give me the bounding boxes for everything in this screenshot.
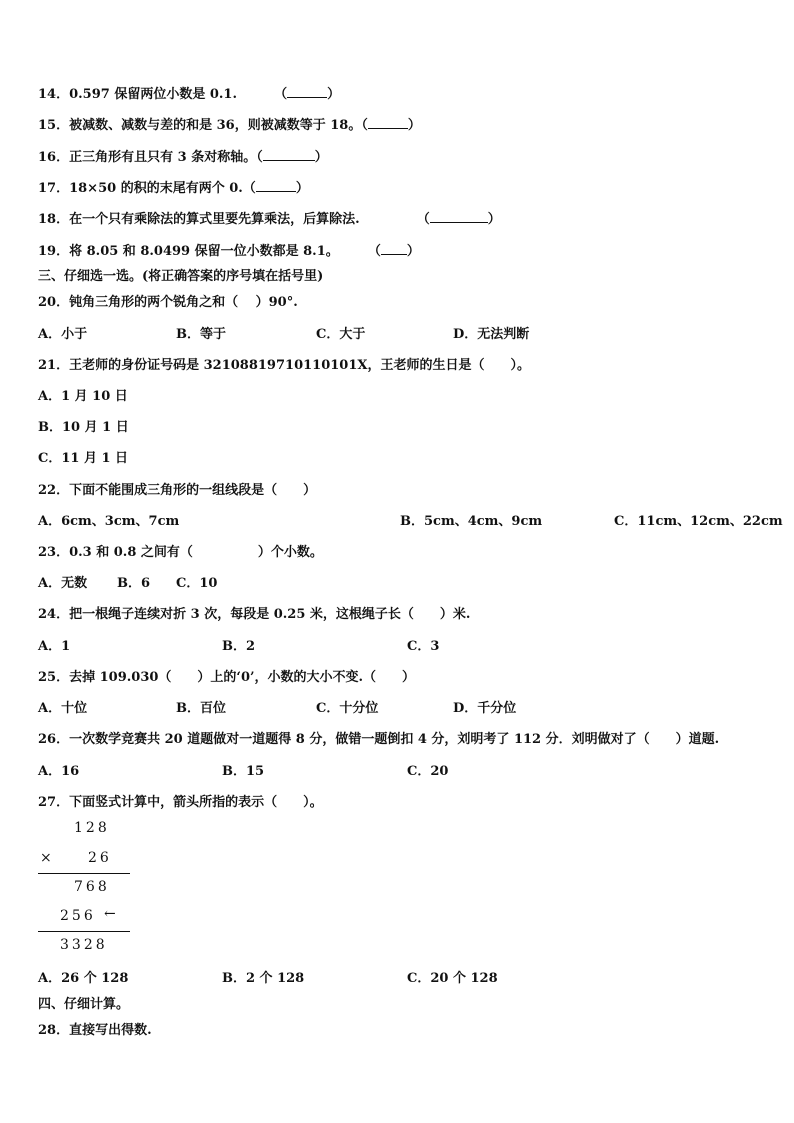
answer-paren-close: ） (407, 118, 421, 133)
question-19 (38, 240, 420, 259)
question-18 (38, 208, 501, 227)
question-text: 被减数、减数与差的和是 36，则被减数等于 18。 (69, 118, 362, 133)
answer-paren-close: ） (327, 87, 341, 102)
calc-multiplicand: 128 (74, 820, 110, 836)
option-a[interactable]: A．26 个 128 (38, 971, 129, 986)
answer-paren-open: （ (416, 212, 430, 227)
question-15 (38, 114, 421, 133)
question-25: 25．去掉 109.030（ ）上的‘0’，小数的大小不变.（ ） (38, 670, 416, 685)
option-b[interactable]: B．10 月 1 日 (38, 420, 129, 435)
question-17 (38, 177, 309, 196)
option-a[interactable]: A．1 (38, 639, 71, 654)
question-27: 27．下面竖式计算中，箭头所指的表示（ ）。 (38, 795, 323, 810)
option-a[interactable]: A．小于 (38, 327, 88, 342)
option-b[interactable]: B．百位 (176, 701, 226, 716)
question-number: 17． (38, 181, 70, 196)
answer-paren-close: ） (406, 244, 420, 259)
question-text: 将 8.05 和 8.0499 保留一位小数都是 8.1。 (69, 244, 339, 259)
question-number: 15． (38, 118, 70, 133)
option-b[interactable]: B．等于 (176, 327, 226, 342)
calc-product: 3328 (60, 937, 108, 953)
question-21: 21．王老师的身份证号码是 32108819710110101X，王老师的生日是（ ）。 (38, 358, 530, 373)
question-text: 在一个只有乘除法的算式里要先算乘法，后算除法. (69, 212, 360, 227)
answer-paren-close: ） (487, 212, 501, 227)
option-c[interactable]: C．11 月 1 日 (38, 451, 129, 466)
question-text: 18×50 的积的末尾有两个 0. (69, 181, 243, 196)
option-b[interactable]: B．2 个 128 (222, 971, 305, 986)
question-number: 14． (38, 87, 70, 102)
option-d[interactable]: D．千分位 (453, 701, 517, 716)
answer-paren-open: （ (242, 181, 256, 196)
option-a[interactable]: A．1 月 10 日 (38, 389, 128, 404)
arrow-left-icon: ← (104, 906, 116, 922)
question-28: 28．直接写出得数. (38, 1023, 152, 1038)
calc-rule (38, 873, 130, 874)
question-20: 20．钝角三角形的两个锐角之和（ ）90°. (38, 295, 298, 310)
answer-paren-open: （ (367, 244, 381, 259)
option-b[interactable]: B．6 (117, 576, 151, 591)
option-d[interactable]: D．无法判断 (453, 327, 530, 342)
calc-rule (38, 931, 130, 932)
question-text: 0.597 保留两位小数是 0.1. (69, 87, 237, 102)
question-22: 22．下面不能围成三角形的一组线段是（ ） (38, 483, 317, 498)
answer-blank[interactable] (430, 210, 488, 223)
answer-blank[interactable] (287, 85, 327, 98)
section-heading-4: 四、仔细计算。 (38, 997, 130, 1012)
question-16 (38, 146, 328, 165)
option-c[interactable]: C．大于 (316, 327, 366, 342)
calc-times-sign: × (40, 850, 55, 866)
calc-partial-product-1: 768 (74, 879, 110, 895)
option-c[interactable]: C．10 (176, 576, 218, 591)
answer-blank[interactable] (368, 116, 408, 129)
question-24: 24．把一根绳子连续对折 3 次，每段是 0.25 米，这根绳子长（ ）米. (38, 607, 471, 622)
answer-paren-open: （ (256, 150, 263, 165)
option-a[interactable]: A．无数 (38, 576, 88, 591)
option-c[interactable]: C．3 (407, 639, 440, 654)
calc-partial-product-2: 256 (60, 908, 96, 924)
option-c[interactable]: C．11cm、12cm、22cm (614, 514, 783, 529)
option-c[interactable]: C．20 (407, 764, 449, 779)
option-c[interactable]: C．十分位 (316, 701, 379, 716)
answer-blank[interactable] (263, 148, 315, 161)
question-23: 23．0.3 和 0.8 之间有（ ）个小数。 (38, 545, 323, 560)
option-b[interactable]: B．5cm、4cm、9cm (400, 514, 543, 529)
question-number: 19． (38, 244, 70, 259)
answer-paren-open: （ (274, 87, 288, 102)
option-a[interactable]: A．十位 (38, 701, 88, 716)
answer-paren-open: （ (361, 118, 368, 133)
option-b[interactable]: B．2 (222, 639, 256, 654)
question-text: 正三角形有且只有 3 条对称轴。 (69, 150, 257, 165)
question-number: 18． (38, 212, 70, 227)
section-heading-3: 三、仔细选一选。(将正确答案的序号填在括号里) (38, 269, 324, 284)
calc-multiplier: 26 (88, 850, 112, 866)
question-number: 16． (38, 150, 70, 165)
option-a[interactable]: A．6cm、3cm、7cm (38, 514, 180, 529)
option-a[interactable]: A．16 (38, 764, 80, 779)
answer-blank[interactable] (381, 242, 407, 255)
option-c[interactable]: C．20 个 128 (407, 971, 498, 986)
option-b[interactable]: B．15 (222, 764, 265, 779)
answer-blank[interactable] (256, 179, 296, 192)
answer-paren-close: ） (314, 150, 328, 165)
question-14 (38, 83, 340, 102)
answer-paren-close: ） (295, 181, 309, 196)
question-26: 26．一次数学竞赛共 20 道题做对一道题得 8 分，做错一题倒扣 4 分，刘明考了 112 分．刘明做对了（ ）道题. (38, 732, 720, 747)
